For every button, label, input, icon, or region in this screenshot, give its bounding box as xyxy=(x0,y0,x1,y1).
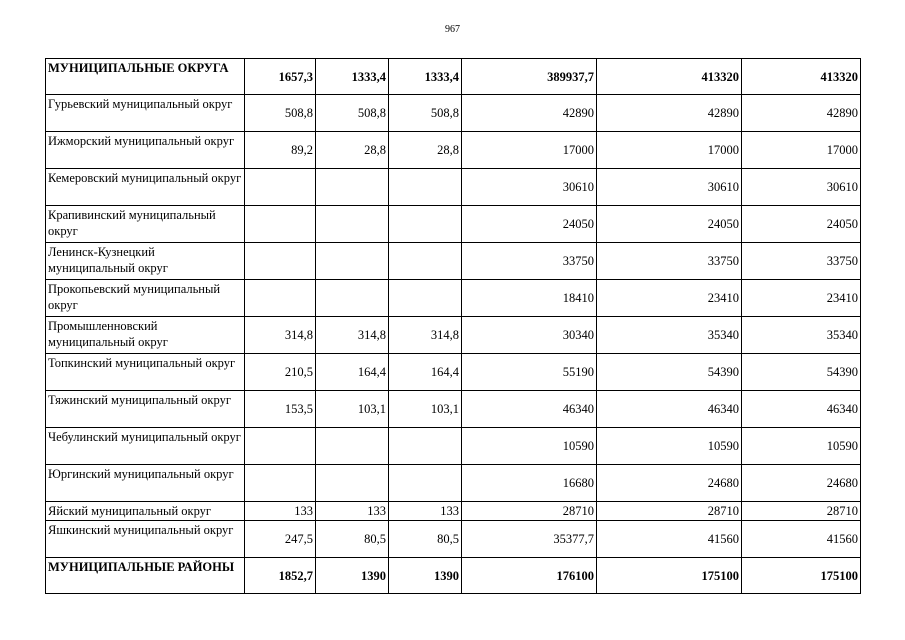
table-row xyxy=(46,558,861,594)
value-cell: 17000 xyxy=(462,132,597,169)
value-cell: 413320 xyxy=(742,59,861,95)
table-row xyxy=(46,354,861,391)
row-name: МУНИЦИПАЛЬНЫЕ РАЙОНЫ xyxy=(46,558,245,594)
value-cell: 35340 xyxy=(742,317,861,354)
value-cell: 133 xyxy=(389,502,462,521)
value-cell: 314,8 xyxy=(389,317,462,354)
value-cell: 1333,4 xyxy=(316,59,389,95)
value-cell: 16680 xyxy=(462,465,597,502)
value-cell: 24050 xyxy=(462,206,597,243)
value-cell: 1657,3 xyxy=(245,59,316,95)
value-cell: 103,1 xyxy=(389,391,462,428)
value-cell xyxy=(389,428,462,465)
value-cell: 80,5 xyxy=(389,521,462,558)
value-cell: 28710 xyxy=(462,502,597,521)
value-cell: 314,8 xyxy=(245,317,316,354)
value-cell: 210,5 xyxy=(245,354,316,391)
value-cell: 1333,4 xyxy=(389,59,462,95)
row-name: Кемеровский муниципальный округ xyxy=(46,169,245,206)
row-name: МУНИЦИПАЛЬНЫЕ ОКРУГА xyxy=(46,59,245,95)
value-cell: 28,8 xyxy=(389,132,462,169)
row-name: Топкинский муниципальный округ xyxy=(46,354,245,391)
value-cell: 10590 xyxy=(462,428,597,465)
value-cell: 10590 xyxy=(597,428,742,465)
value-cell xyxy=(316,243,389,280)
value-cell: 389937,7 xyxy=(462,59,597,95)
row-name: Ленинск-Кузнецкий муниципальный округ xyxy=(46,243,245,280)
value-cell: 33750 xyxy=(597,243,742,280)
value-cell: 1390 xyxy=(389,558,462,594)
table-row xyxy=(46,169,861,206)
row-name: Яйский муниципальный округ xyxy=(46,502,245,521)
value-cell xyxy=(389,243,462,280)
value-cell xyxy=(245,206,316,243)
value-cell: 42890 xyxy=(597,95,742,132)
value-cell: 46340 xyxy=(462,391,597,428)
value-cell: 41560 xyxy=(742,521,861,558)
value-cell: 175100 xyxy=(742,558,861,594)
budget-table xyxy=(45,58,861,594)
value-cell: 247,5 xyxy=(245,521,316,558)
row-name: Яшкинский муниципальный округ xyxy=(46,521,245,558)
value-cell: 23410 xyxy=(742,280,861,317)
value-cell: 35340 xyxy=(597,317,742,354)
value-cell xyxy=(389,206,462,243)
value-cell: 17000 xyxy=(742,132,861,169)
table-row xyxy=(46,132,861,169)
value-cell xyxy=(389,465,462,502)
value-cell: 1852,7 xyxy=(245,558,316,594)
value-cell: 508,8 xyxy=(245,95,316,132)
value-cell xyxy=(389,169,462,206)
value-cell: 24050 xyxy=(742,206,861,243)
value-cell: 30610 xyxy=(597,169,742,206)
table-row xyxy=(46,95,861,132)
table-row xyxy=(46,280,861,317)
value-cell xyxy=(245,169,316,206)
value-cell: 17000 xyxy=(597,132,742,169)
table-row xyxy=(46,391,861,428)
value-cell: 80,5 xyxy=(316,521,389,558)
row-name: Чебулинский муниципальный округ xyxy=(46,428,245,465)
value-cell: 42890 xyxy=(742,95,861,132)
value-cell: 28710 xyxy=(597,502,742,521)
value-cell: 54390 xyxy=(742,354,861,391)
value-cell: 508,8 xyxy=(389,95,462,132)
row-name: Тяжинский муниципальный округ xyxy=(46,391,245,428)
value-cell: 133 xyxy=(316,502,389,521)
table-row xyxy=(46,521,861,558)
value-cell: 28710 xyxy=(742,502,861,521)
value-cell: 24680 xyxy=(742,465,861,502)
value-cell: 103,1 xyxy=(316,391,389,428)
value-cell: 46340 xyxy=(742,391,861,428)
value-cell xyxy=(316,169,389,206)
row-name: Гурьевский муниципальный округ xyxy=(46,95,245,132)
value-cell: 164,4 xyxy=(389,354,462,391)
value-cell xyxy=(245,280,316,317)
value-cell: 33750 xyxy=(742,243,861,280)
value-cell: 18410 xyxy=(462,280,597,317)
value-cell: 89,2 xyxy=(245,132,316,169)
value-cell xyxy=(245,428,316,465)
value-cell: 55190 xyxy=(462,354,597,391)
table-row xyxy=(46,428,861,465)
value-cell: 46340 xyxy=(597,391,742,428)
value-cell: 35377,7 xyxy=(462,521,597,558)
value-cell: 41560 xyxy=(597,521,742,558)
value-cell xyxy=(389,280,462,317)
value-cell: 1390 xyxy=(316,558,389,594)
value-cell: 24680 xyxy=(597,465,742,502)
table-row xyxy=(46,243,861,280)
value-cell xyxy=(316,206,389,243)
row-name: Прокопьевский муниципальный округ xyxy=(46,280,245,317)
value-cell: 54390 xyxy=(597,354,742,391)
value-cell: 314,8 xyxy=(316,317,389,354)
value-cell: 33750 xyxy=(462,243,597,280)
value-cell: 413320 xyxy=(597,59,742,95)
table-row xyxy=(46,465,861,502)
value-cell: 164,4 xyxy=(316,354,389,391)
value-cell xyxy=(245,465,316,502)
row-name: Крапивинский муниципальный округ xyxy=(46,206,245,243)
table-row xyxy=(46,59,861,95)
value-cell: 30610 xyxy=(742,169,861,206)
value-cell xyxy=(316,465,389,502)
page-number: 967 xyxy=(445,24,460,35)
value-cell: 28,8 xyxy=(316,132,389,169)
value-cell: 176100 xyxy=(462,558,597,594)
value-cell xyxy=(245,243,316,280)
value-cell: 23410 xyxy=(597,280,742,317)
value-cell xyxy=(316,428,389,465)
value-cell: 30610 xyxy=(462,169,597,206)
value-cell: 133 xyxy=(245,502,316,521)
table-row xyxy=(46,502,861,521)
value-cell: 42890 xyxy=(462,95,597,132)
value-cell: 30340 xyxy=(462,317,597,354)
value-cell: 508,8 xyxy=(316,95,389,132)
value-cell xyxy=(316,280,389,317)
value-cell: 10590 xyxy=(742,428,861,465)
table-row xyxy=(46,317,861,354)
row-name: Промышленновский муниципальный округ xyxy=(46,317,245,354)
value-cell: 24050 xyxy=(597,206,742,243)
row-name: Юргинский муниципальный округ xyxy=(46,465,245,502)
table-row xyxy=(46,206,861,243)
value-cell: 175100 xyxy=(597,558,742,594)
row-name: Ижморский муниципальный округ xyxy=(46,132,245,169)
value-cell: 153,5 xyxy=(245,391,316,428)
